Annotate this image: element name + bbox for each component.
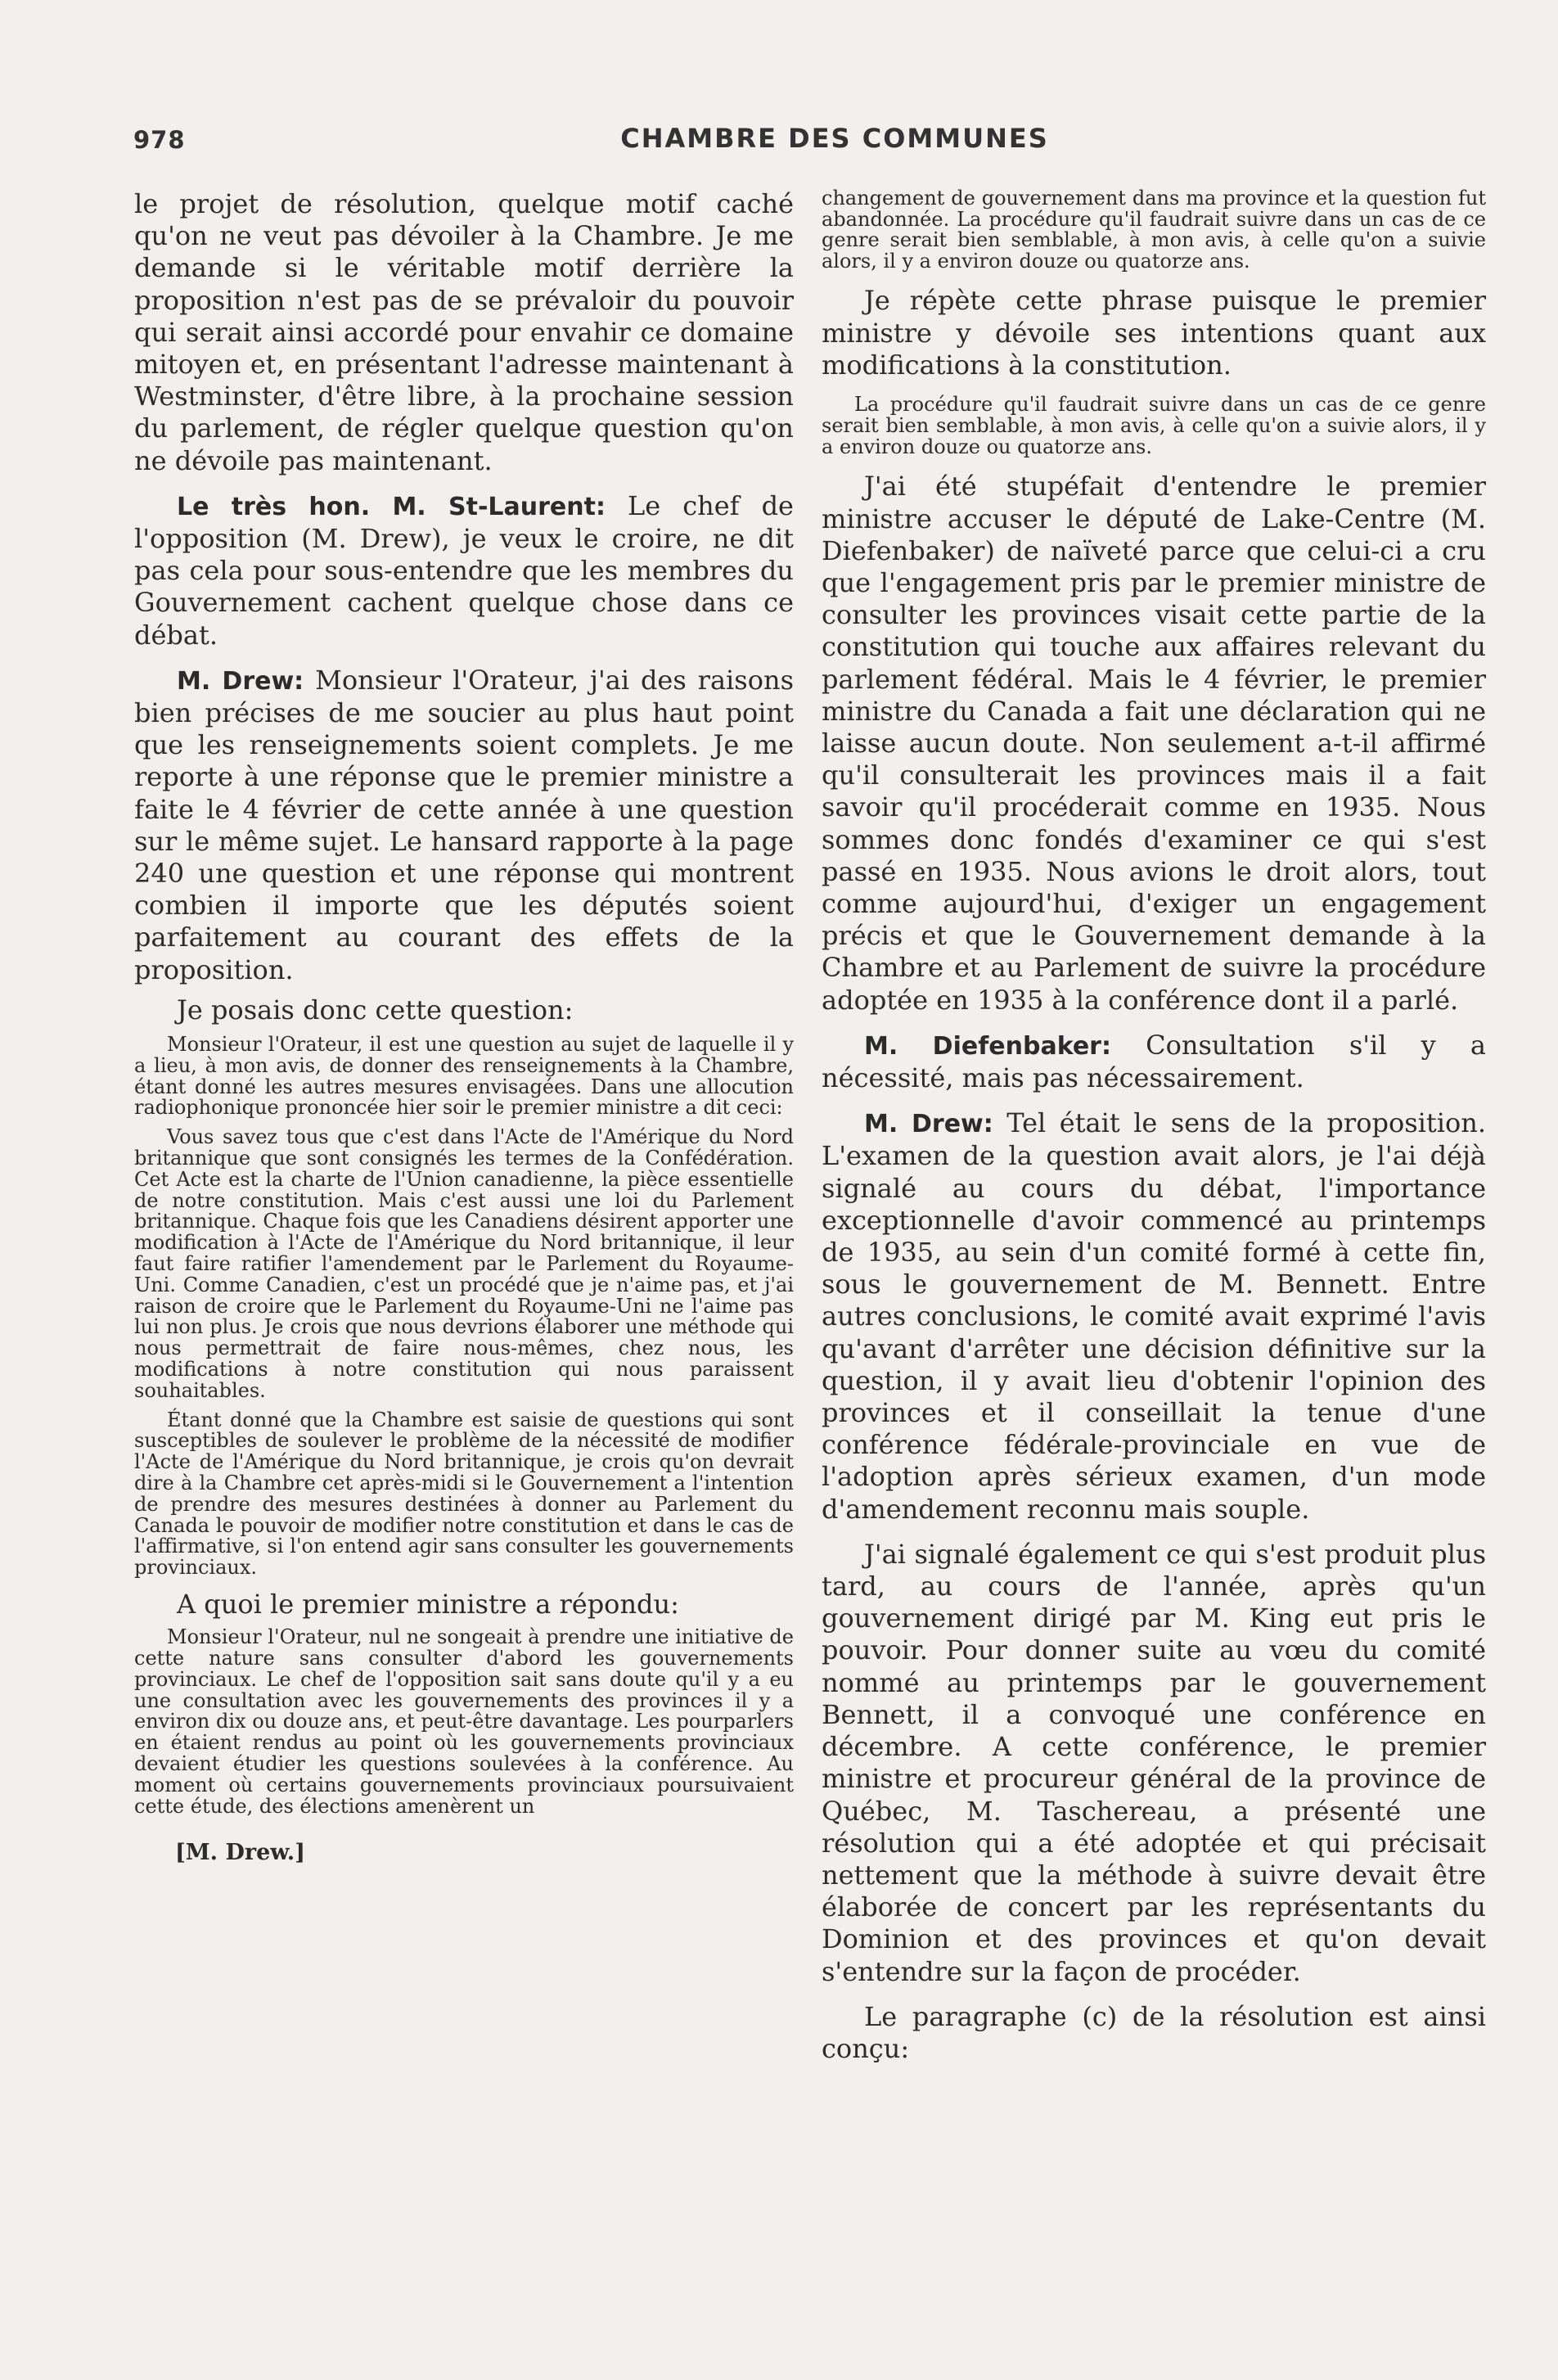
speaker-attribution: [M. Drew.] <box>175 1840 305 1866</box>
speaker-name: M. Drew: <box>177 666 304 696</box>
paragraph: Je répète cette phrase puisque le premier ministre y dévoile ses intentions quant aux modifications à la constitution. <box>822 285 1486 381</box>
speaker-name: Le très hon. M. St-Laurent: <box>177 492 606 521</box>
paragraph <box>822 1107 1486 1526</box>
paragraph <box>134 490 794 651</box>
speaker-name: M. Drew: <box>864 1110 993 1139</box>
quoted-text: Monsieur l'Orateur, nul ne songeait à prendre une initiative de cette nature sans consulter d'abord les gouvernements provinciaux. Le chef de l'opposition sait sans doute qu'il y a eu une consultation avec les gouvernements des provinces il y a environ dix ou douze ans, et peut-être davantage. Les pourparlers en étaient rendus au point où les gouvernements provinciaux devaient étudier les questions soulevées à la conférence. Au moment où certains gouvernements provinciaux poursuivaient cette étude, des élections amenèrent un <box>134 1625 794 1818</box>
paragraph <box>822 1030 1486 1094</box>
speech-text: Le chef de l'opposition (M. Drew), je veux le croire, ne dit pas cela pour sous-entendre que les membres du Gouvernement cachent quelque chose dans ce débat. <box>134 489 794 651</box>
speech-text: Tel était le sens de la proposition. L'examen de la question avait alors, je l'ai déjà signalé au cours du débat, l'importance exceptionnelle d'avoir commencé au printemps de 1935, au sein d'un comité formé à cette fin, sous le gouvernement de M. Bennett. Entre autres conclusions, le comité avait exprimé l'avis qu'avant d'arrêter une décision définitive sur la question, il y avait lieu d'obtenir l'opinion des provinces et il conseillait la tenue d'une conférence fédérale-provinciale en vue de l'adoption après sérieux examen, d'un mode d'amendement reconnu mais souple. <box>822 1107 1487 1525</box>
page-number: 978 <box>133 126 186 154</box>
right-column <box>822 188 1486 2065</box>
paragraph: J'ai signalé également ce qui s'est produit plus tard, au cours de l'année, après qu'un gouvernement dirigé par M. King eut pris le pouvoir. Pour donner suite au vœu du comité nommé au printemps par le gouvernement Bennett, il a convoqué une conférence en décembre. A cette conférence, le premier ministre et procureur général de la province de Québec, M. Taschereau, a présenté une résolution qui a été adoptée et qui précisait nettement que la méthode à suivre devait être élaborée de concert par les représentants du Dominion et des provinces et qu'on devait s'entendre sur la façon de procéder. <box>822 1538 1486 1987</box>
quoted-text: Étant donné que la Chambre est saisie de questions qui sont susceptibles de soulever le problème de la nécessité de modifier l'Acte de l'Amérique du Nord britannique, je crois qu'on devrait dire à la Chambre cet après-midi si le Gouvernement a l'intention de prendre des mesures destinées à donner au Parlement du Canada le pouvoir de modifier notre constitution et dans le cas de l'affirmative, si l'on entend agir sans consulter les gouvernements provinciaux. <box>134 1408 794 1580</box>
speech-text: Monsieur l'Orateur, j'ai des raisons bien précises de me soucier au plus haut point que les renseignements soient complets. Je me reporte à une réponse que le premier ministre a faite le 4 février de cette année à une question sur le même sujet. Le hansard rapporte à la page 240 une question et une réponse qui montrent combien il importe que les députés soient parfaitement au courant des effets de la proposition. <box>134 664 795 985</box>
quoted-text: Monsieur l'Orateur, il est une question au sujet de laquelle il y a lieu, à mon avis, de donner des renseignements à la Chambre, étant donné les autres mesures envisagées. Dans une allocution radiophonique prononcée hier soir le premier ministre a dit ceci: <box>134 1033 794 1120</box>
quoted-text: changement de gouvernement dans ma province et la question fut abandonnée. La procédure qu'il faudrait suivre dans un cas de ce genre serait bien semblable, à mon avis, à celle qu'on a suivie alors, il y a environ douze ou quatorze ans. <box>822 187 1486 273</box>
quoted-text: Vous savez tous que c'est dans l'Acte de l'Amérique du Nord britannique que sont consignés les termes de la Confédération. Cet Acte est la charte de l'Union canadienne, la pièce essentielle de notre constitution. Mais c'est aussi une loi du Parlement britannique. Chaque fois que les Canadiens désirent apporter une modification à l'Acte de l'Amérique du Nord britannique, il leur faut faire ratifier l'amendement par le Parlement du Royaume-Uni. Comme Canadien, c'est un procédé que je n'aime pas, et j'ai raison de croire que le Parlement du Royaume-Uni ne l'aime pas lui non plus. Je crois que nous devrions élaborer une méthode qui nous permettrait de faire nous-mêmes, chez nous, les modifications à notre constitution qui nous paraissent souhaitables. <box>134 1125 794 1402</box>
paragraph: J'ai été stupéfait d'entendre le premier ministre accuser le député de Lake-Centre (M. Diefenbaker) de naïveté parce que celui-ci a cru que l'engagement pris par le premier ministre de consulter les provinces visait cette partie de la constitution qui touche aux affaires relevant du parlement fédéral. Mais le 4 février, le premier ministre du Canada a fait une déclaration qui ne laisse aucun doute. Non seulement a-t-il affirmé qu'il consulterait les provinces mais il a fait savoir qu'il procéderait comme en 1935. Nous sommes donc fondés d'examiner ce qui s'est passé en 1935. Nous avions le droit alors, tout comme aujourd'hui, d'exiger un engagement précis et que le Gouvernement demande à la Chambre et au Parlement de suivre la procédure adoptée en 1935 à la conférence dont il a parlé. <box>822 471 1486 1016</box>
speaker-name: M. Diefenbaker: <box>864 1031 1111 1061</box>
quoted-text: La procédure qu'il faudrait suivre dans un cas de ce genre serait bien semblable, à mon avis, à celle qu'on a suivie alors, il y a environ douze ou quatorze ans. <box>822 392 1486 458</box>
paragraph: Le paragraphe (c) de la résolution est ainsi conçu: <box>822 2000 1486 2064</box>
paragraph <box>134 665 794 986</box>
running-head: CHAMBRE DES COMMUNES <box>620 123 1049 154</box>
paragraph: Je posais donc cette question: <box>177 994 574 1025</box>
left-column <box>134 188 794 1865</box>
speech-text: Consultation s'il y a nécessité, mais pas nécessairement. <box>822 1029 1486 1094</box>
paragraph: le projet de résolution, quelque motif caché qu'on ne veut pas dévoiler à la Chambre. Je me demande si le véritable motif derrière la proposition n'est pas de se prévaloir du pouvoir qui serait ainsi accordé pour envahir ce domaine mitoyen et, en présentant l'adresse maintenant à Westminster, d'être libre, à la prochaine session du parlement, de régler quelque question qu'on ne dévoile pas maintenant. <box>134 188 794 476</box>
paragraph: A quoi le premier ministre a répondu: <box>177 1589 679 1620</box>
